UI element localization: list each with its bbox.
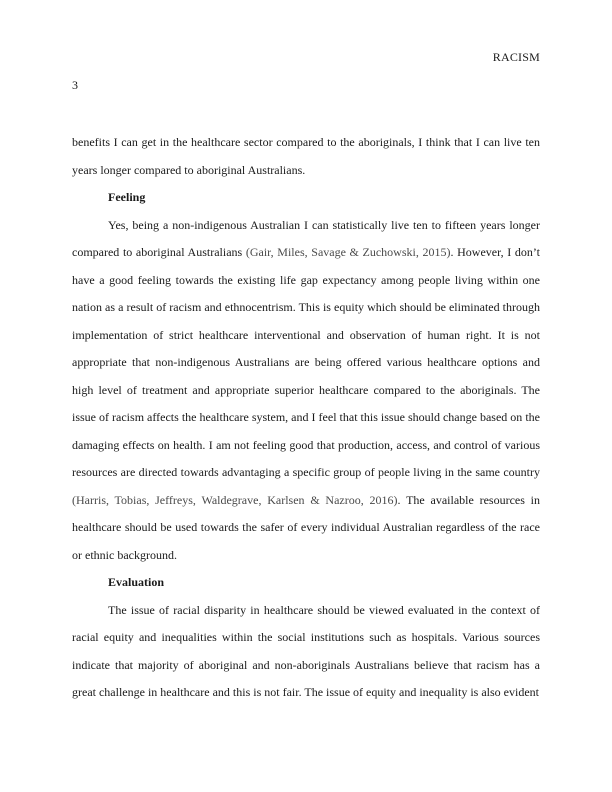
section-heading-evaluation: Evaluation xyxy=(108,575,165,589)
document-body xyxy=(72,129,540,707)
citation-harris: (Harris, Tobias, Jeffreys, Waldegrave, Karlsen & Nazroo, 2016) xyxy=(72,492,398,507)
page-number: 3 xyxy=(72,78,78,92)
continuation-paragraph: benefits I can get in the healthcare sector compared to the aboriginals, I think that I can live ten years longer compared to aboriginal Australians. xyxy=(72,135,540,177)
feeling-text-b: . However, I don’t have a good feeling towards the existing life gap expectancy among people living within one nation as a result of racism and ethnocentrism. This is equity which should be eliminated through implementation of strict healthcare interventional and observation of human right. It is not appropriate that non-indigenous Australians are being offered various healthcare options and high level of treatment and appropriate superior healthcare compared to the aboriginals. The issue of racism affects the healthcare system, and I feel that this issue should change based on the damaging effects on health. I am not feeling good that production, access, and control of various resources are directed towards advantaging a specific group of people living in the same country xyxy=(72,245,540,479)
running-head: RACISM xyxy=(492,50,540,64)
citation-gair: (Gair, Miles, Savage & Zuchowski, 2015) xyxy=(245,245,451,259)
feeling-text-c: . The available resources in healthcare should be used towards the safer of every individual Australian regardless of the race or ethnic background. xyxy=(72,492,540,562)
section-heading-feeling: Feeling xyxy=(108,190,146,204)
evaluation-paragraph: The issue of racial disparity in healthcare should be viewed evaluated in the context of racial equity and inequalities within the social institutions such as hospitals. Various sources indicate that majority of aboriginal and non-aboriginals Australians believe that racism has a great challenge in healthcare and this is not fair. The issue of equity and inequality is also evident xyxy=(72,602,540,699)
feeling-paragraph xyxy=(72,212,540,570)
feeling-text-a: Yes, being a non-indigenous Australian I can statistically live ten to fifteen years longer compared to aboriginal Australians xyxy=(72,217,540,259)
